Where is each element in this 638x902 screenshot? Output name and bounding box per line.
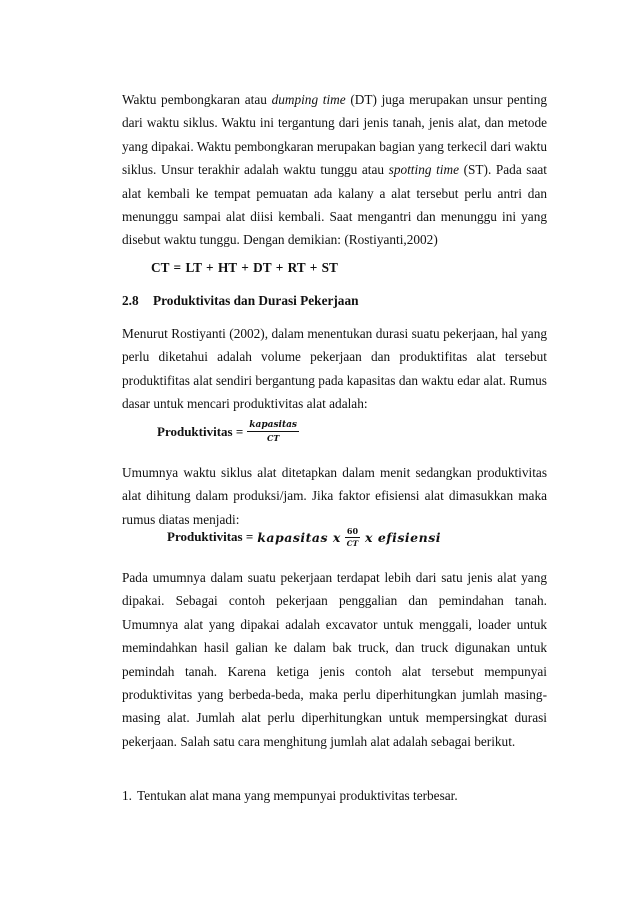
italic-term-spotting-time: spotting time <box>388 162 459 178</box>
section-heading <box>122 291 359 311</box>
formula-label: Produktivitas = <box>157 423 244 439</box>
list-item-text: Tentukan alat mana yang mempunyai produktivitas terbesar. <box>137 788 458 803</box>
formula-term-efficiency: x efisiensi <box>365 529 442 545</box>
productivity-efficiency-formula <box>167 526 441 548</box>
formula-fraction <box>247 420 299 443</box>
formula-fraction <box>345 526 360 548</box>
paragraph-text: (ST). Pada saat alat kembali ke tempat pemuatan ada kalany a alat tersebut perlu antri dan menunggu sampai alat diisi kembali. Saat mengantri dan menunggu ini yang disebut waktu tunggu. Dengan demikian: (Rostiyanti,2002) <box>122 162 547 248</box>
cycle-time-formula: CT = LT + HT + DT + RT + ST <box>151 260 338 275</box>
fraction-numerator: 60 <box>346 526 359 536</box>
paragraph-text: Waktu pembongkaran atau <box>122 92 272 107</box>
section-title: Produktivitas dan Durasi Pekerjaan <box>153 293 359 308</box>
fraction-numerator: kapasitas <box>249 420 297 430</box>
formula-label: Produktivitas = <box>167 529 254 544</box>
list-marker: 1. <box>122 788 132 803</box>
fraction-denominator: CT <box>346 539 359 548</box>
productivity-formula <box>157 420 299 443</box>
paragraph-productivity-intro: Menurut Rostiyanti (2002), dalam menentukan durasi suatu pekerjaan, hal yang perlu diketahui adalah volume pekerjaan dan produktifitas alat tersebut produktifitas alat sendiri bergantung pada kapasitas dan waktu edar alat. Rumus dasar untuk mencari produktivitas alat adalah: <box>122 326 547 412</box>
italic-term-dumping-time: dumping time <box>271 92 346 107</box>
formula-term-capacity: kapasitas x <box>257 529 341 545</box>
paragraph-efficiency: Umumnya waktu siklus alat ditetapkan dalam menit sedangkan produktivitas alat dihitung dalam produksi/jam. Jika faktor efisiensi alat dimasukkan maka rumus diatas menjadi: <box>122 465 547 527</box>
paragraph-equipment-count: Pada umumnya dalam suatu pekerjaan terdapat lebih dari satu jenis alat yang dipakai. Sebagai contoh pekerjaan penggalian dan pemindahan tanah. Umumnya alat yang dipakai adalah excavator untuk menggali, loader untuk memindahkan hasil galian ke dalam bak truck, dan truck digunakan untuk pemindah tanah. Karena ketiga jenis contoh alat tersebut mempunyai produktivitas yang berbeda-beda, maka perlu diperhitungkan jumlah masing-masing alat. Jumlah alat perlu diperhitungkan untuk mempersingkat durasi pekerjaan. Salah satu cara menghitung jumlah alat adalah sebagai berikut. <box>122 570 547 749</box>
paragraph-text: (DT) juga merupakan unsur penting dari waktu siklus. Waktu ini tergantung dari jenis tanah, jenis alat, dan metode yang dipakai. Waktu pembongkaran merupakan bagian yang terkecil dari waktu siklus. Unsur terakhir adalah waktu tunggu atau <box>122 92 547 178</box>
section-number: 2.8 <box>122 293 139 308</box>
fraction-denominator: CT <box>266 433 280 443</box>
paragraph-dumping-time <box>122 88 547 252</box>
list-item <box>122 786 458 806</box>
